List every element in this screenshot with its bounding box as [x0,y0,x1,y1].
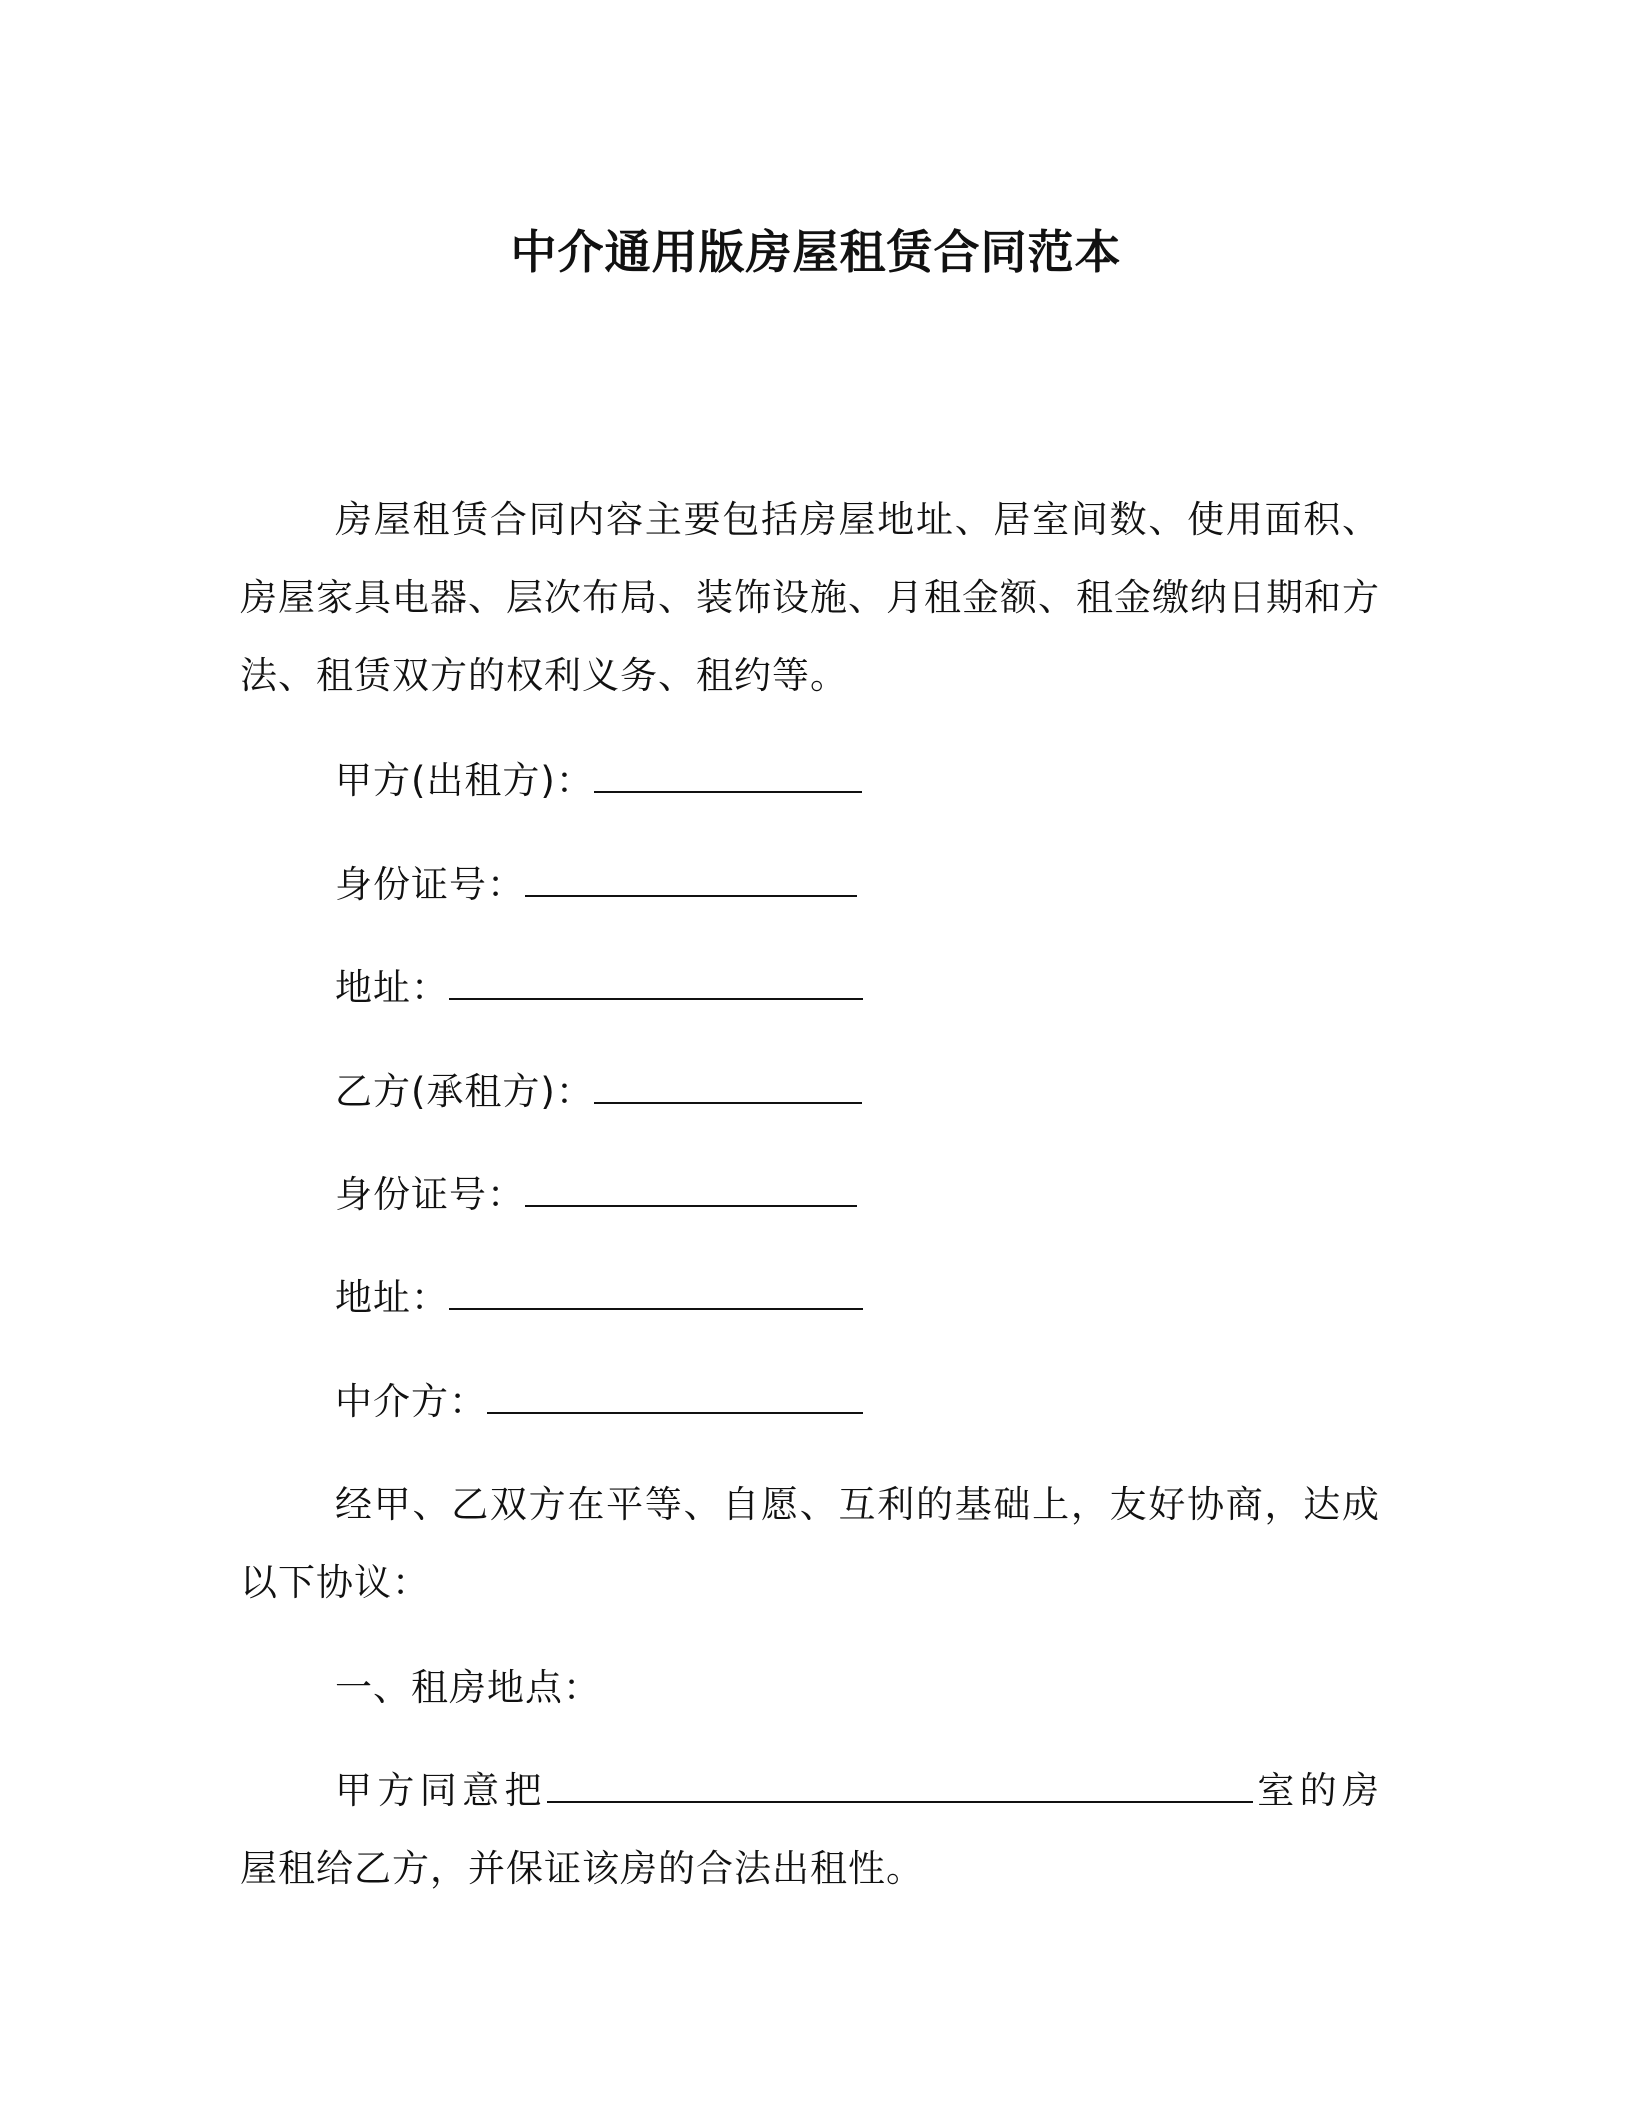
page-title: 中介通用版房屋租赁合同范本 [510,225,1122,279]
party-b-address-field [335,1268,863,1328]
party-a-field [335,751,862,811]
party-b-id-field [335,1165,857,1225]
party-a-address-label: 地址： [335,966,449,1009]
section-1-suffix: 租给乙方，并保证该房的合法出租性。 [278,1847,924,1890]
party-a-blank[interactable] [594,753,862,793]
party-b-field [335,1062,862,1122]
party-b-address-blank[interactable] [449,1270,863,1310]
agreement-intro-paragraph: 经甲、乙双方在平等、自愿、互利的基础上，友好协商，达成以下协议： [240,1483,1380,1604]
section-1-prefix: 甲方同意把 [335,1769,547,1812]
party-b-id-label: 身份证号： [335,1173,525,1216]
agent-label: 中介方： [335,1380,487,1423]
room-number-blank[interactable] [547,1763,1253,1803]
party-b-label: 乙方(承租方)： [335,1070,594,1113]
section-1-middle: 室的房屋 [240,1769,1380,1890]
party-a-label: 甲方(出租方)： [335,759,594,802]
intro-paragraph: 房屋租赁合同内容主要包括房屋地址、居室间数、使用面积、房屋家具电器、层次布局、装饰设施、月租金额、租金缴纳日期和方法、租赁双方的权利义务、租约等。 [240,498,1380,697]
agent-blank[interactable] [487,1374,863,1414]
party-a-id-field [335,855,857,915]
section-1-heading: 一、租房地点： [335,1666,601,1709]
party-a-id-blank[interactable] [525,857,857,897]
party-a-id-label: 身份证号： [335,863,525,906]
party-b-id-blank[interactable] [525,1167,857,1207]
party-a-address-blank[interactable] [449,960,863,1000]
party-b-address-label: 地址： [335,1276,449,1319]
agent-field [335,1372,863,1432]
party-a-address-field [335,958,863,1018]
section-1-paragraph [240,1752,1380,1908]
party-b-blank[interactable] [594,1064,862,1104]
